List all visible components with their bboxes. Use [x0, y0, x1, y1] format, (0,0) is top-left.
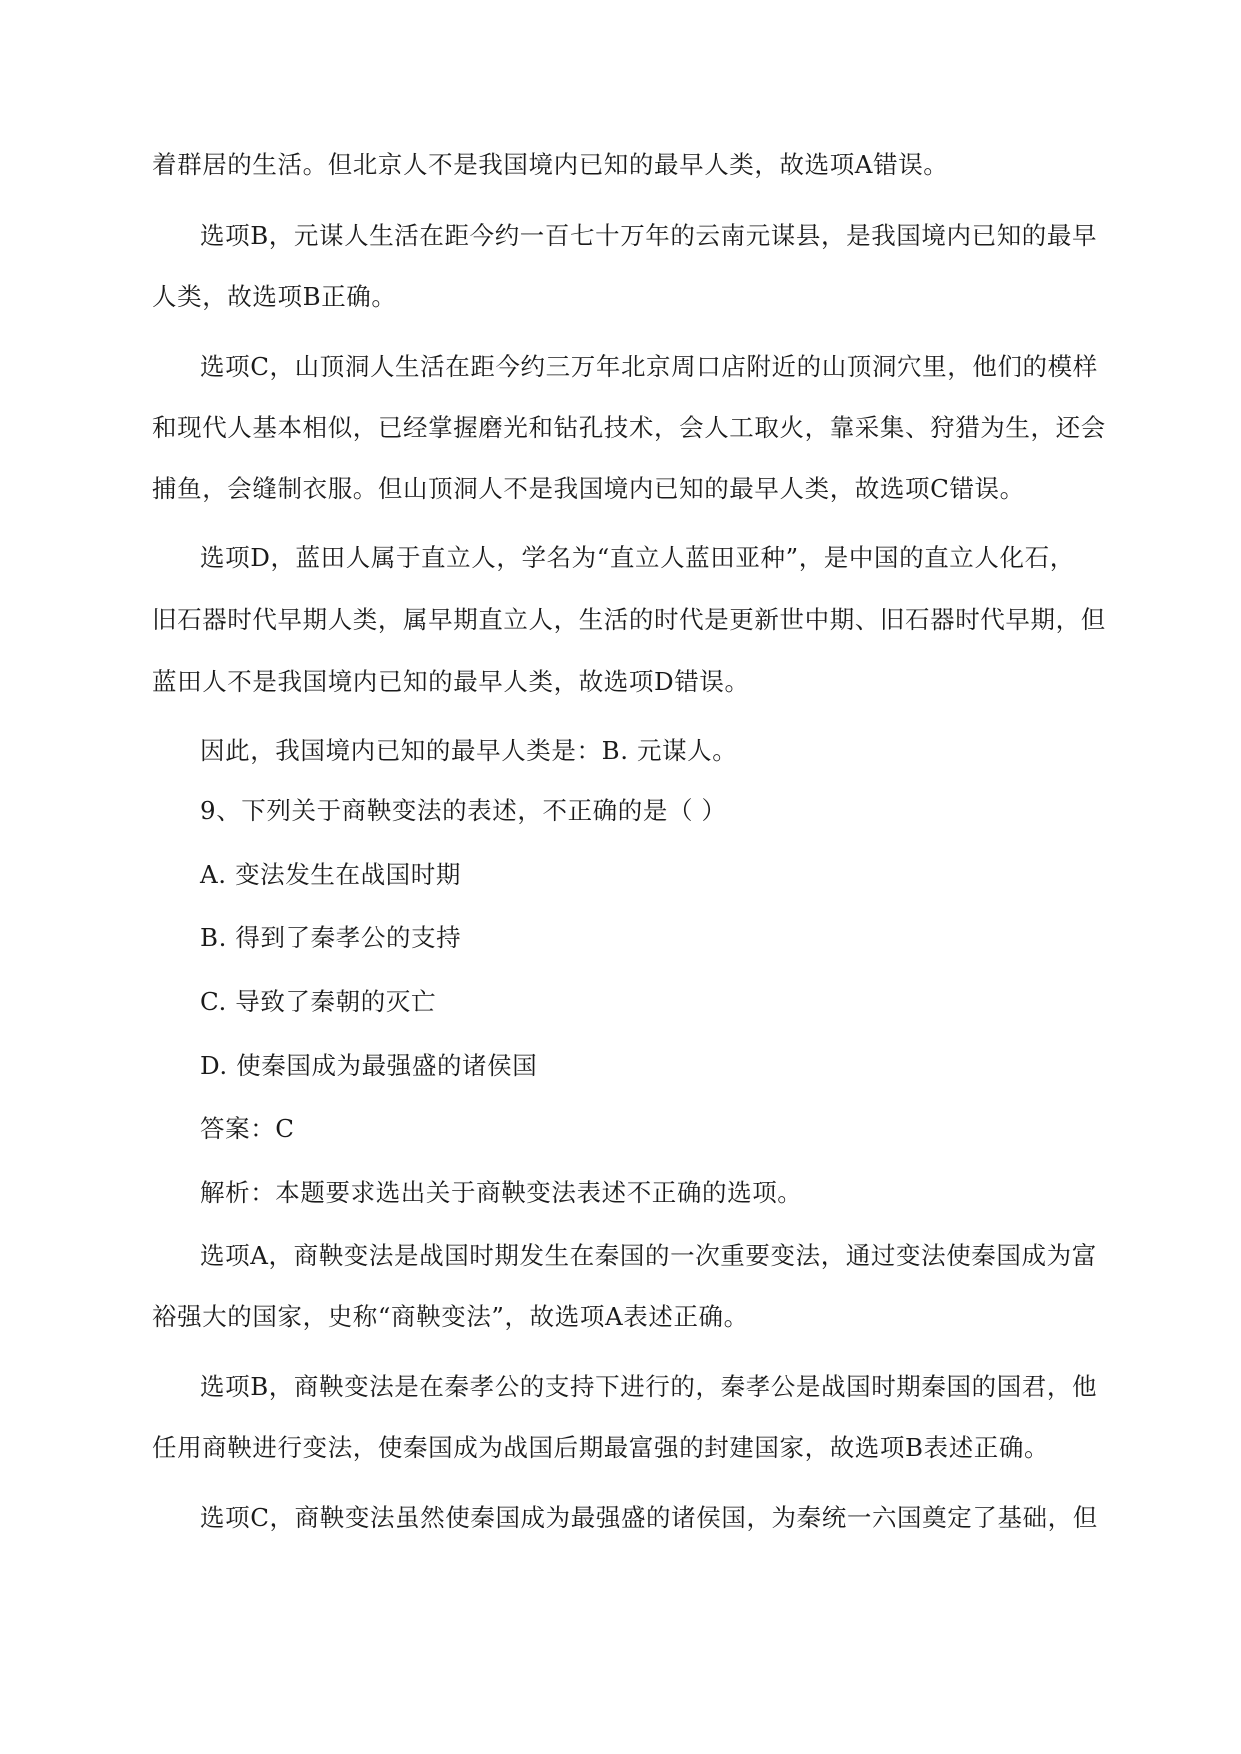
answer-line: 答案：C — [200, 1114, 295, 1143]
question-option: D. 使秦国成为最强盛的诸侯国 — [200, 1051, 538, 1080]
paragraph-line: 蓝田人不是我国境内已知的最早人类，故选项D错误。 — [152, 667, 750, 696]
paragraph-line: 因此，我国境内已知的最早人类是：B. 元谋人。 — [200, 736, 738, 765]
paragraph-line: 选项C，山顶洞人生活在距今约三万年北京周口店附近的山顶洞穴里，他们的模样 — [200, 352, 1098, 381]
paragraph-line: 和现代人基本相似，已经掌握磨光和钻孔技术，会人工取火，靠采集、狩猎为生，还会 — [152, 413, 1106, 442]
paragraph-line: 捕鱼，会缝制衣服。但山顶洞人不是我国境内已知的最早人类，故选项C错误。 — [152, 474, 1025, 503]
paragraph-line: 选项B，商鞅变法是在秦孝公的支持下进行的，秦孝公是战国时期秦国的国君，他 — [200, 1372, 1098, 1401]
paragraph-line: 裕强大的国家，史称“商鞅变法”，故选项A表述正确。 — [152, 1302, 749, 1331]
paragraph-line: 选项C，商鞅变法虽然使秦国成为最强盛的诸侯国，为秦统一六国奠定了基础，但 — [200, 1503, 1098, 1532]
question-option: A. 变法发生在战国时期 — [200, 860, 461, 889]
question-title: 9、下列关于商鞅变法的表述，不正确的是（ ） — [200, 796, 727, 825]
paragraph-line: 选项A，商鞅变法是战国时期发生在秦国的一次重要变法，通过变法使秦国成为富 — [200, 1241, 1097, 1270]
analysis-line: 解析：本题要求选出关于商鞅变法表述不正确的选项。 — [200, 1178, 803, 1207]
paragraph-line: 选项B，元谋人生活在距今约一百七十万年的云南元谋县，是我国境内已知的最早 — [200, 221, 1098, 250]
paragraph-line: 着群居的生活。但北京人不是我国境内已知的最早人类，故选项A错误。 — [152, 150, 949, 179]
paragraph-line: 任用商鞅进行变法，使秦国成为战国后期最富强的封建国家，故选项B表述正确。 — [152, 1433, 1050, 1462]
question-option: C. 导致了秦朝的灭亡 — [200, 987, 437, 1016]
question-option: B. 得到了秦孝公的支持 — [200, 923, 462, 952]
paragraph-line: 选项D，蓝田人属于直立人，学名为“直立人蓝田亚种”，是中国的直立人化石， — [200, 543, 1075, 572]
paragraph-line: 旧石器时代早期人类，属早期直立人，生活的时代是更新世中期、旧石器时代早期，但 — [152, 605, 1106, 634]
paragraph-line: 人类，故选项B正确。 — [152, 282, 397, 311]
